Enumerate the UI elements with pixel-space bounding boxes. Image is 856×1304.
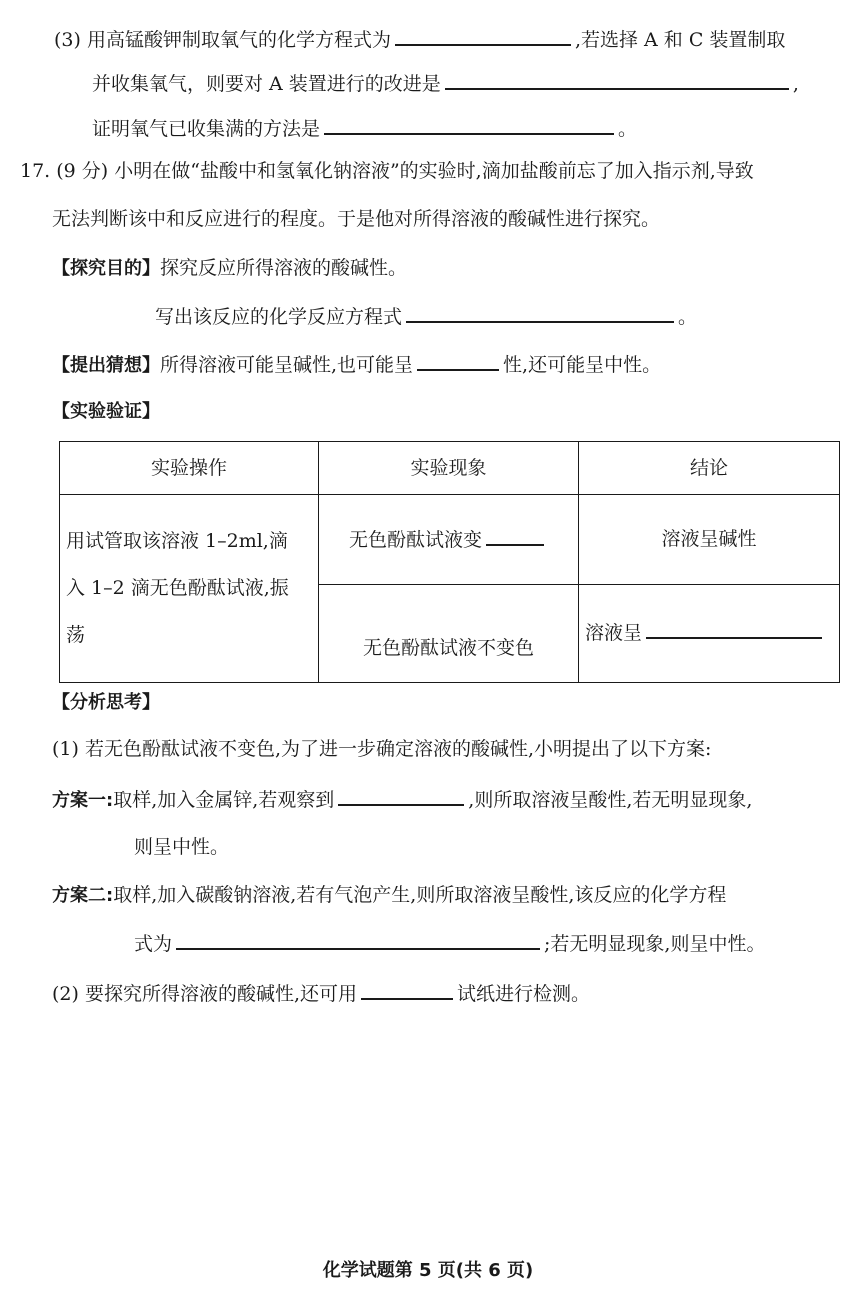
analysis-label: 【分析思考】	[52, 692, 160, 713]
phenomenon-cell: 无色酚酞试液不变色	[319, 585, 579, 683]
q2-text: (2) 要探究所得溶液的酸碱性,还可用	[52, 983, 357, 1005]
operation-cell	[60, 495, 319, 683]
answer-blank-guess[interactable]	[417, 355, 499, 371]
answer-blank-carbonate-equation[interactable]	[176, 934, 540, 950]
guess-text: 所得溶液可能呈碱性,也可能呈	[160, 354, 414, 376]
answer-blank-conclusion[interactable]	[646, 623, 822, 639]
conclusion-cell	[579, 585, 840, 683]
plan1-text: ,则所取溶液呈酸性,若无明显现象,	[468, 789, 753, 811]
purpose-text: 探究反应所得溶液的酸碱性。	[160, 257, 408, 279]
q16-3-text: ,若选择 A 和 C 装置制取	[574, 29, 786, 51]
plan2-text: 取样,加入碳酸钠溶液,若有气泡产生,则所取溶液呈酸性,该反应的化学方程	[113, 884, 727, 906]
guess-label: 【提出猜想】	[52, 355, 160, 376]
page-footer: 化学试题第 5 页(共 6 页)	[322, 1260, 534, 1281]
equation-line	[155, 307, 697, 327]
answer-blank-full-method[interactable]	[324, 119, 614, 135]
operation-line: 荡	[66, 624, 86, 646]
plan1-line	[52, 790, 752, 810]
q16-3-text: ,	[792, 73, 799, 95]
q16-3-text: 。	[618, 118, 638, 140]
q17-intro-line1: 17. (9 分) 小明在做“盐酸中和氢氧化钠溶液”的实验时,滴加盐酸前忘了加入指示剂,导致	[20, 160, 754, 182]
equation-text: 写出该反应的化学反应方程式	[155, 306, 403, 328]
q16-3-line2	[92, 74, 799, 94]
purpose-line	[52, 259, 407, 278]
plan1-continued: 则呈中性。	[134, 836, 230, 858]
answer-blank-color[interactable]	[486, 530, 544, 546]
plan2-text: 式为	[134, 933, 173, 955]
plan1-label: 方案一:	[52, 790, 114, 811]
analysis-q2	[52, 984, 590, 1004]
operation-line: 用试管取该溶液 1–2ml,滴	[66, 530, 288, 552]
table-row	[60, 495, 840, 585]
equation-text: 。	[678, 306, 698, 328]
guess-text: 性,还可能呈中性。	[503, 354, 662, 376]
q16-3-text: 并收集氧气，则要对 A 装置进行的改进是	[92, 73, 441, 95]
conclusion-cell: 溶液呈碱性	[579, 495, 840, 585]
q16-3-text: 证明氧气已收集满的方法是	[92, 118, 321, 140]
header-operation: 实验操作	[60, 442, 319, 495]
plan2-text: ;若无明显现象,则呈中性。	[544, 933, 766, 955]
answer-blank-improvement[interactable]	[445, 74, 789, 90]
answer-blank-reaction-equation[interactable]	[406, 307, 674, 323]
q2-text: 试纸进行检测。	[457, 983, 591, 1005]
q16-3-text: (3) 用高锰酸钾制取氧气的化学方程式为	[54, 29, 391, 51]
plan2-line	[52, 886, 726, 905]
experiment-table	[59, 441, 840, 683]
answer-blank-test-paper[interactable]	[361, 984, 453, 1000]
header-phenomenon: 实验现象	[319, 442, 579, 495]
q16-3-line3	[92, 119, 637, 139]
q16-3-line1	[54, 30, 785, 50]
phenomenon-text: 无色酚酞试液变	[348, 528, 482, 551]
conclusion-text: 溶液呈	[585, 622, 643, 644]
header-conclusion: 结论	[579, 442, 840, 495]
plan1-text: 取样,加入金属锌,若观察到	[113, 789, 335, 811]
purpose-label: 【探究目的】	[52, 258, 160, 279]
phenomenon-cell	[319, 495, 579, 585]
analysis-q1: (1) 若无色酚酞试液不变色,为了进一步确定溶液的酸碱性,小明提出了以下方案:	[52, 738, 712, 760]
table-header-row	[60, 442, 840, 495]
operation-line: 入 1–2 滴无色酚酞试液,振	[66, 577, 289, 599]
guess-line	[52, 355, 661, 375]
answer-blank-equation[interactable]	[395, 30, 571, 46]
q17-intro-line2: 无法判断该中和反应进行的程度。于是他对所得溶液的酸碱性进行探究。	[52, 208, 661, 230]
plan2-label: 方案二:	[52, 885, 114, 906]
plan2-continued	[134, 934, 765, 954]
verify-label: 【实验验证】	[52, 401, 160, 422]
answer-blank-observation[interactable]	[338, 790, 464, 806]
